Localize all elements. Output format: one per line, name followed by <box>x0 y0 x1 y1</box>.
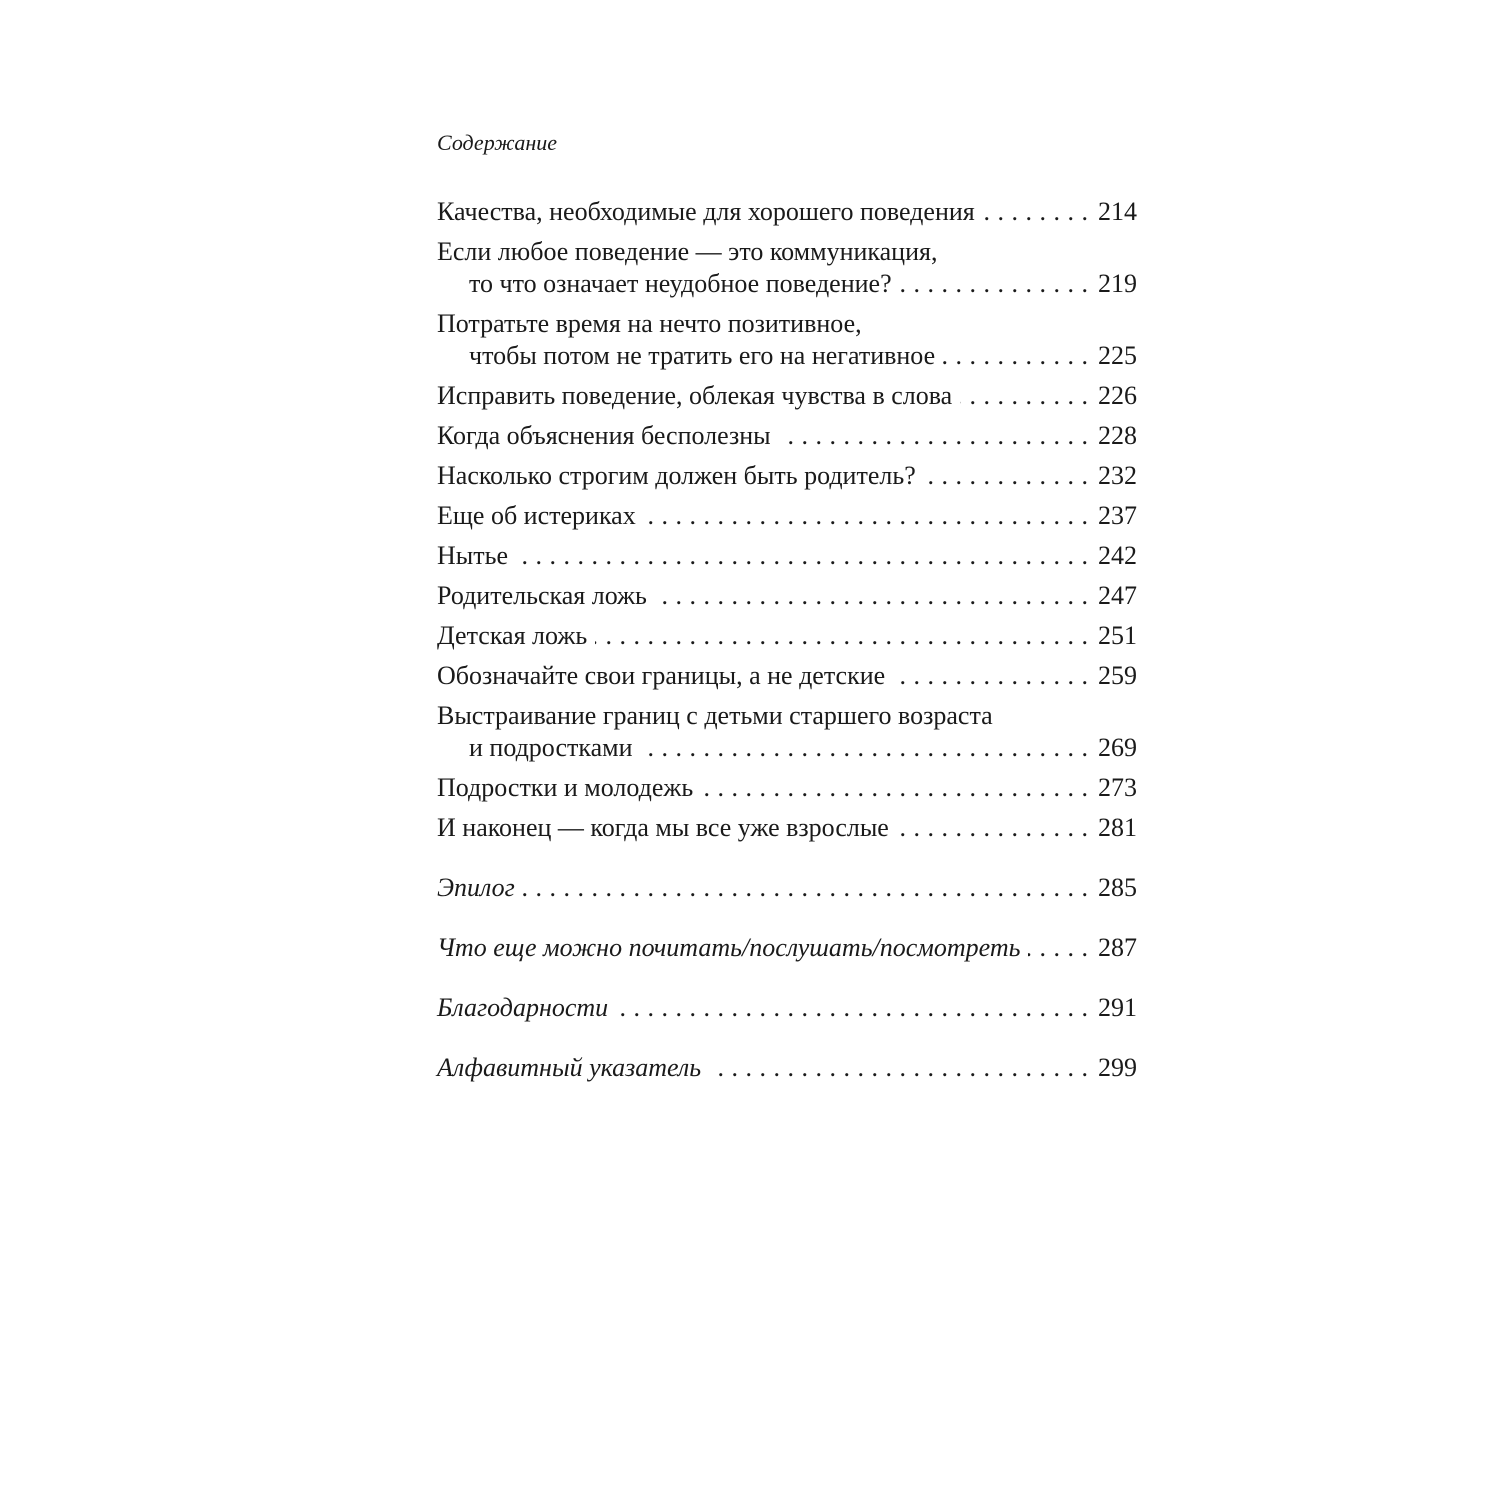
toc-line <box>437 380 1137 412</box>
toc-entry-further-reading <box>437 932 1137 972</box>
toc-entry-title-continued: чтобы потом не тратить его на негативное <box>469 341 936 370</box>
dot-leader <box>893 660 1088 692</box>
dot-leader <box>616 992 1088 1024</box>
toc-line <box>437 236 1137 268</box>
toc-entry-title: Алфавитный указатель <box>437 1053 702 1082</box>
toc-page-number: 291 <box>1098 993 1137 1022</box>
dot-leader <box>523 872 1088 904</box>
toc-entry-title: Подростки и молодежь <box>437 773 694 802</box>
table-of-contents <box>437 196 1137 1092</box>
toc-line <box>437 620 1137 652</box>
toc-entry-title: И наконец — когда мы все уже взрослые <box>437 813 889 842</box>
toc-line <box>437 872 1137 904</box>
dot-leader <box>943 340 1088 372</box>
toc-line <box>437 460 1137 492</box>
toc-line <box>437 992 1137 1024</box>
dot-leader <box>641 732 1088 764</box>
toc-page-number: 259 <box>1098 661 1137 690</box>
toc-page-number: 273 <box>1098 773 1137 802</box>
toc-page-number: 247 <box>1098 581 1137 610</box>
toc-line <box>437 196 1137 228</box>
toc-entry-title: Эпилог <box>437 873 515 902</box>
toc-entry <box>437 772 1137 812</box>
toc-line <box>469 268 1137 300</box>
dot-leader <box>644 500 1088 532</box>
toc-entry-title: Когда объяснения бесполезны <box>437 421 771 450</box>
toc-page-number: 237 <box>1098 501 1137 530</box>
dot-leader <box>516 540 1088 572</box>
dot-leader <box>897 812 1088 844</box>
toc-page-number: 228 <box>1098 421 1137 450</box>
toc-entry-title: Что еще можно почитать/послушать/посмотреть <box>437 933 1021 962</box>
toc-entry <box>437 236 1137 308</box>
dot-leader <box>983 196 1088 228</box>
toc-entry-title: Насколько строгим должен быть родитель? <box>437 461 916 490</box>
toc-entry-index <box>437 1052 1137 1092</box>
toc-entry-title: Детская ложь <box>437 621 588 650</box>
dot-leader <box>900 268 1088 300</box>
dot-leader <box>924 460 1088 492</box>
dot-leader <box>960 380 1088 412</box>
toc-entry <box>437 500 1137 540</box>
toc-line <box>437 932 1137 964</box>
toc-line <box>469 340 1137 372</box>
toc-page-number: 214 <box>1098 197 1137 226</box>
running-head: Содержание <box>437 130 558 155</box>
toc-entry <box>437 660 1137 700</box>
toc-entry-title: Если любое поведение — это коммуникация, <box>437 237 938 266</box>
dot-leader <box>1028 932 1088 964</box>
toc-page-number: 232 <box>1098 461 1137 490</box>
toc-entry-title: Родительская ложь <box>437 581 647 610</box>
toc-entry <box>437 196 1137 236</box>
toc-page-number: 225 <box>1098 341 1137 370</box>
toc-line <box>437 812 1137 844</box>
toc-page-number: 226 <box>1098 381 1137 410</box>
toc-line <box>437 660 1137 692</box>
dot-leader <box>709 1052 1088 1084</box>
toc-entry-title: Исправить поведение, облекая чувства в слова <box>437 381 953 410</box>
toc-entry-title: Еще об истериках <box>437 501 636 530</box>
toc-line <box>437 700 1137 732</box>
dot-leader <box>595 620 1088 652</box>
toc-page-number: 219 <box>1098 269 1137 298</box>
toc-entry <box>437 380 1137 420</box>
toc-line <box>437 1052 1137 1084</box>
toc-line <box>437 420 1137 452</box>
toc-entry-title-continued: и подростками <box>469 733 633 762</box>
toc-entry-title: Потратьте время на нечто позитивное, <box>437 309 862 338</box>
toc-entry <box>437 700 1137 772</box>
toc-line <box>437 772 1137 804</box>
toc-page-number: 242 <box>1098 541 1137 570</box>
toc-entry-title: Качества, необходимые для хорошего поведения <box>437 197 975 226</box>
toc-entry-title: Благодарности <box>437 993 609 1022</box>
toc-line <box>437 308 1137 340</box>
toc-page-number: 299 <box>1098 1053 1137 1082</box>
toc-entry-title: Обозначайте свои границы, а не детские <box>437 661 886 690</box>
toc-entry <box>437 620 1137 660</box>
toc-line <box>437 500 1137 532</box>
toc-entry-title: Выстраивание границ с детьми старшего возраста <box>437 701 993 730</box>
toc-entry-title: Нытье <box>437 541 509 570</box>
toc-entry <box>437 540 1137 580</box>
toc-entry-epilogue <box>437 872 1137 912</box>
dot-leader <box>701 772 1088 804</box>
toc-page-number: 281 <box>1098 813 1137 842</box>
toc-line <box>437 580 1137 612</box>
toc-page-number: 269 <box>1098 733 1137 762</box>
toc-page-number: 285 <box>1098 873 1137 902</box>
toc-entry <box>437 580 1137 620</box>
toc-line <box>469 732 1137 764</box>
dot-leader <box>655 580 1088 612</box>
toc-entry <box>437 308 1137 380</box>
toc-page <box>437 126 1137 1092</box>
toc-line <box>437 540 1137 572</box>
toc-entry <box>437 812 1137 852</box>
toc-entry <box>437 460 1137 500</box>
dot-leader <box>779 420 1088 452</box>
toc-entry-acknowledgements <box>437 992 1137 1032</box>
toc-page-number: 251 <box>1098 621 1137 650</box>
toc-entry-title-continued: то что означает неудобное поведение? <box>469 269 892 298</box>
toc-entry <box>437 420 1137 460</box>
toc-page-number: 287 <box>1098 933 1137 962</box>
